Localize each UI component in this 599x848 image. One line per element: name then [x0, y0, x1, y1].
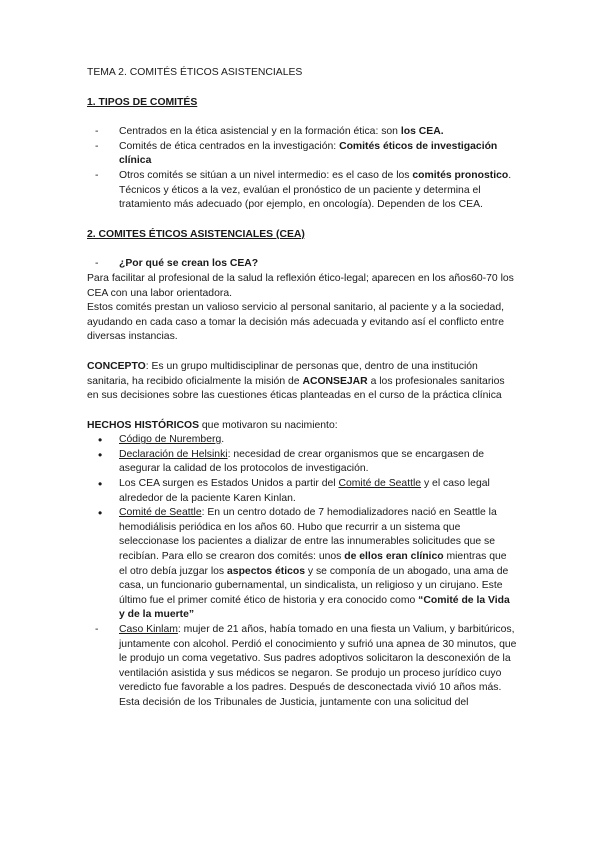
list-item: - Caso Kinlam: mujer de 21 años, había tomado en una fiesta un Valium, y barbitúricos, juntamente con alcohol. Perdió el conocimiento y sufrió una apnea de 30 minutos, que le produjo un coma vegetativo. Sus padres adoptivos solicitaron la desconexión de la ventilación asistida y sus médicos se negaron. Se produjo un proceso jurídico cuyo veredicto fue favorable a los padres. Después de desconectada vivió 10 años más. Esta decisión de los Tribunales de Justicia, juntamente con una solicitud del	[87, 623, 517, 711]
paragraph: Estos comités prestan un valioso servicio al personal sanitario, al paciente y a la sociedad, ayudando en cada caso a tomar la decisión más adecuada y evitando así el conflicto entre diversas instancias.	[87, 302, 505, 343]
list-item: - Otros comités se sitúan a un nivel intermedio: es el caso de los comités pronostico. Técnicos y éticos a la vez, evalúan el pronóstico de un paciente y determina el tratamiento más adecuado (por ejemplo, en oncología). Dependen de los CEA.	[87, 169, 517, 213]
list-item: • Los CEA surgen es Estados Unidos a partir del Comité de Seattle y el caso legal alrededor de la paciente Karen Kinlan.	[87, 477, 517, 506]
paragraph: Para facilitar al profesional de la salud la reflexión ético-legal; aparecen en los años60-70 los CEA con una labor orientadora.	[87, 272, 514, 299]
list-item: - Comités de ética centrados en la investigación: Comités éticos de investigación clínica	[87, 140, 517, 169]
list-item: - Centrados en la ética asistencial y en la formación ética: son los CEA.	[87, 125, 517, 140]
section1-heading: 1. TIPOS DE COMITÉS	[87, 96, 198, 108]
section2-heading: 2. COMITES ÉTICOS ASISTENCIALES (CEA)	[87, 228, 305, 240]
committee-types-list	[87, 125, 517, 213]
list-item: • Declaración de Helsinki: necesidad de crear organismos que se encargasen de asegurar la calidad de los protocolos de investigación.	[87, 448, 517, 477]
list-item: - ¿Por qué se crean los CEA?	[87, 257, 517, 272]
list-item: • Código de Nuremberg.	[87, 433, 517, 448]
list-item: • Comité de Seattle: En un centro dotado de 7 hemodializadores nació en Seattle la hemodiálisis periódica en los años 60. Hubo que recurrir a un sistema que seleccionase los pacientes a dializar de entre las innumerables solicitudes que se recibían. Para ello se crearon dos comités: unos de ellos eran clínico mientras que el otro debía juzgar los aspectos éticos y se componía de un abogado, una ama de casa, un funcionario gubernamental, un sindicalista, un religioso y un cirujano. Este último fue el primer comité ético de historia y era conocido como “Comité de la Vida y de la muerte”	[87, 506, 517, 623]
hechos-heading: HECHOS HISTÓRICOS que motivaron su nacimiento:	[87, 419, 338, 431]
question-list	[87, 257, 517, 272]
document-page	[87, 66, 517, 711]
history-list	[87, 433, 517, 623]
document-title: TEMA 2. COMITÉS ÉTICOS ASISTENCIALES	[87, 67, 303, 78]
concepto-paragraph: CONCEPTO: Es un grupo multidisciplinar de personas que, dentro de una institución sanitaria, ha recibido oficialmente la misión de ACONSEJAR a los profesionales sanitarios en sus decisiones sobre las cuestiones éticas planteadas en el curso de la práctica clínica	[87, 360, 505, 402]
kinlam-list	[87, 623, 517, 711]
